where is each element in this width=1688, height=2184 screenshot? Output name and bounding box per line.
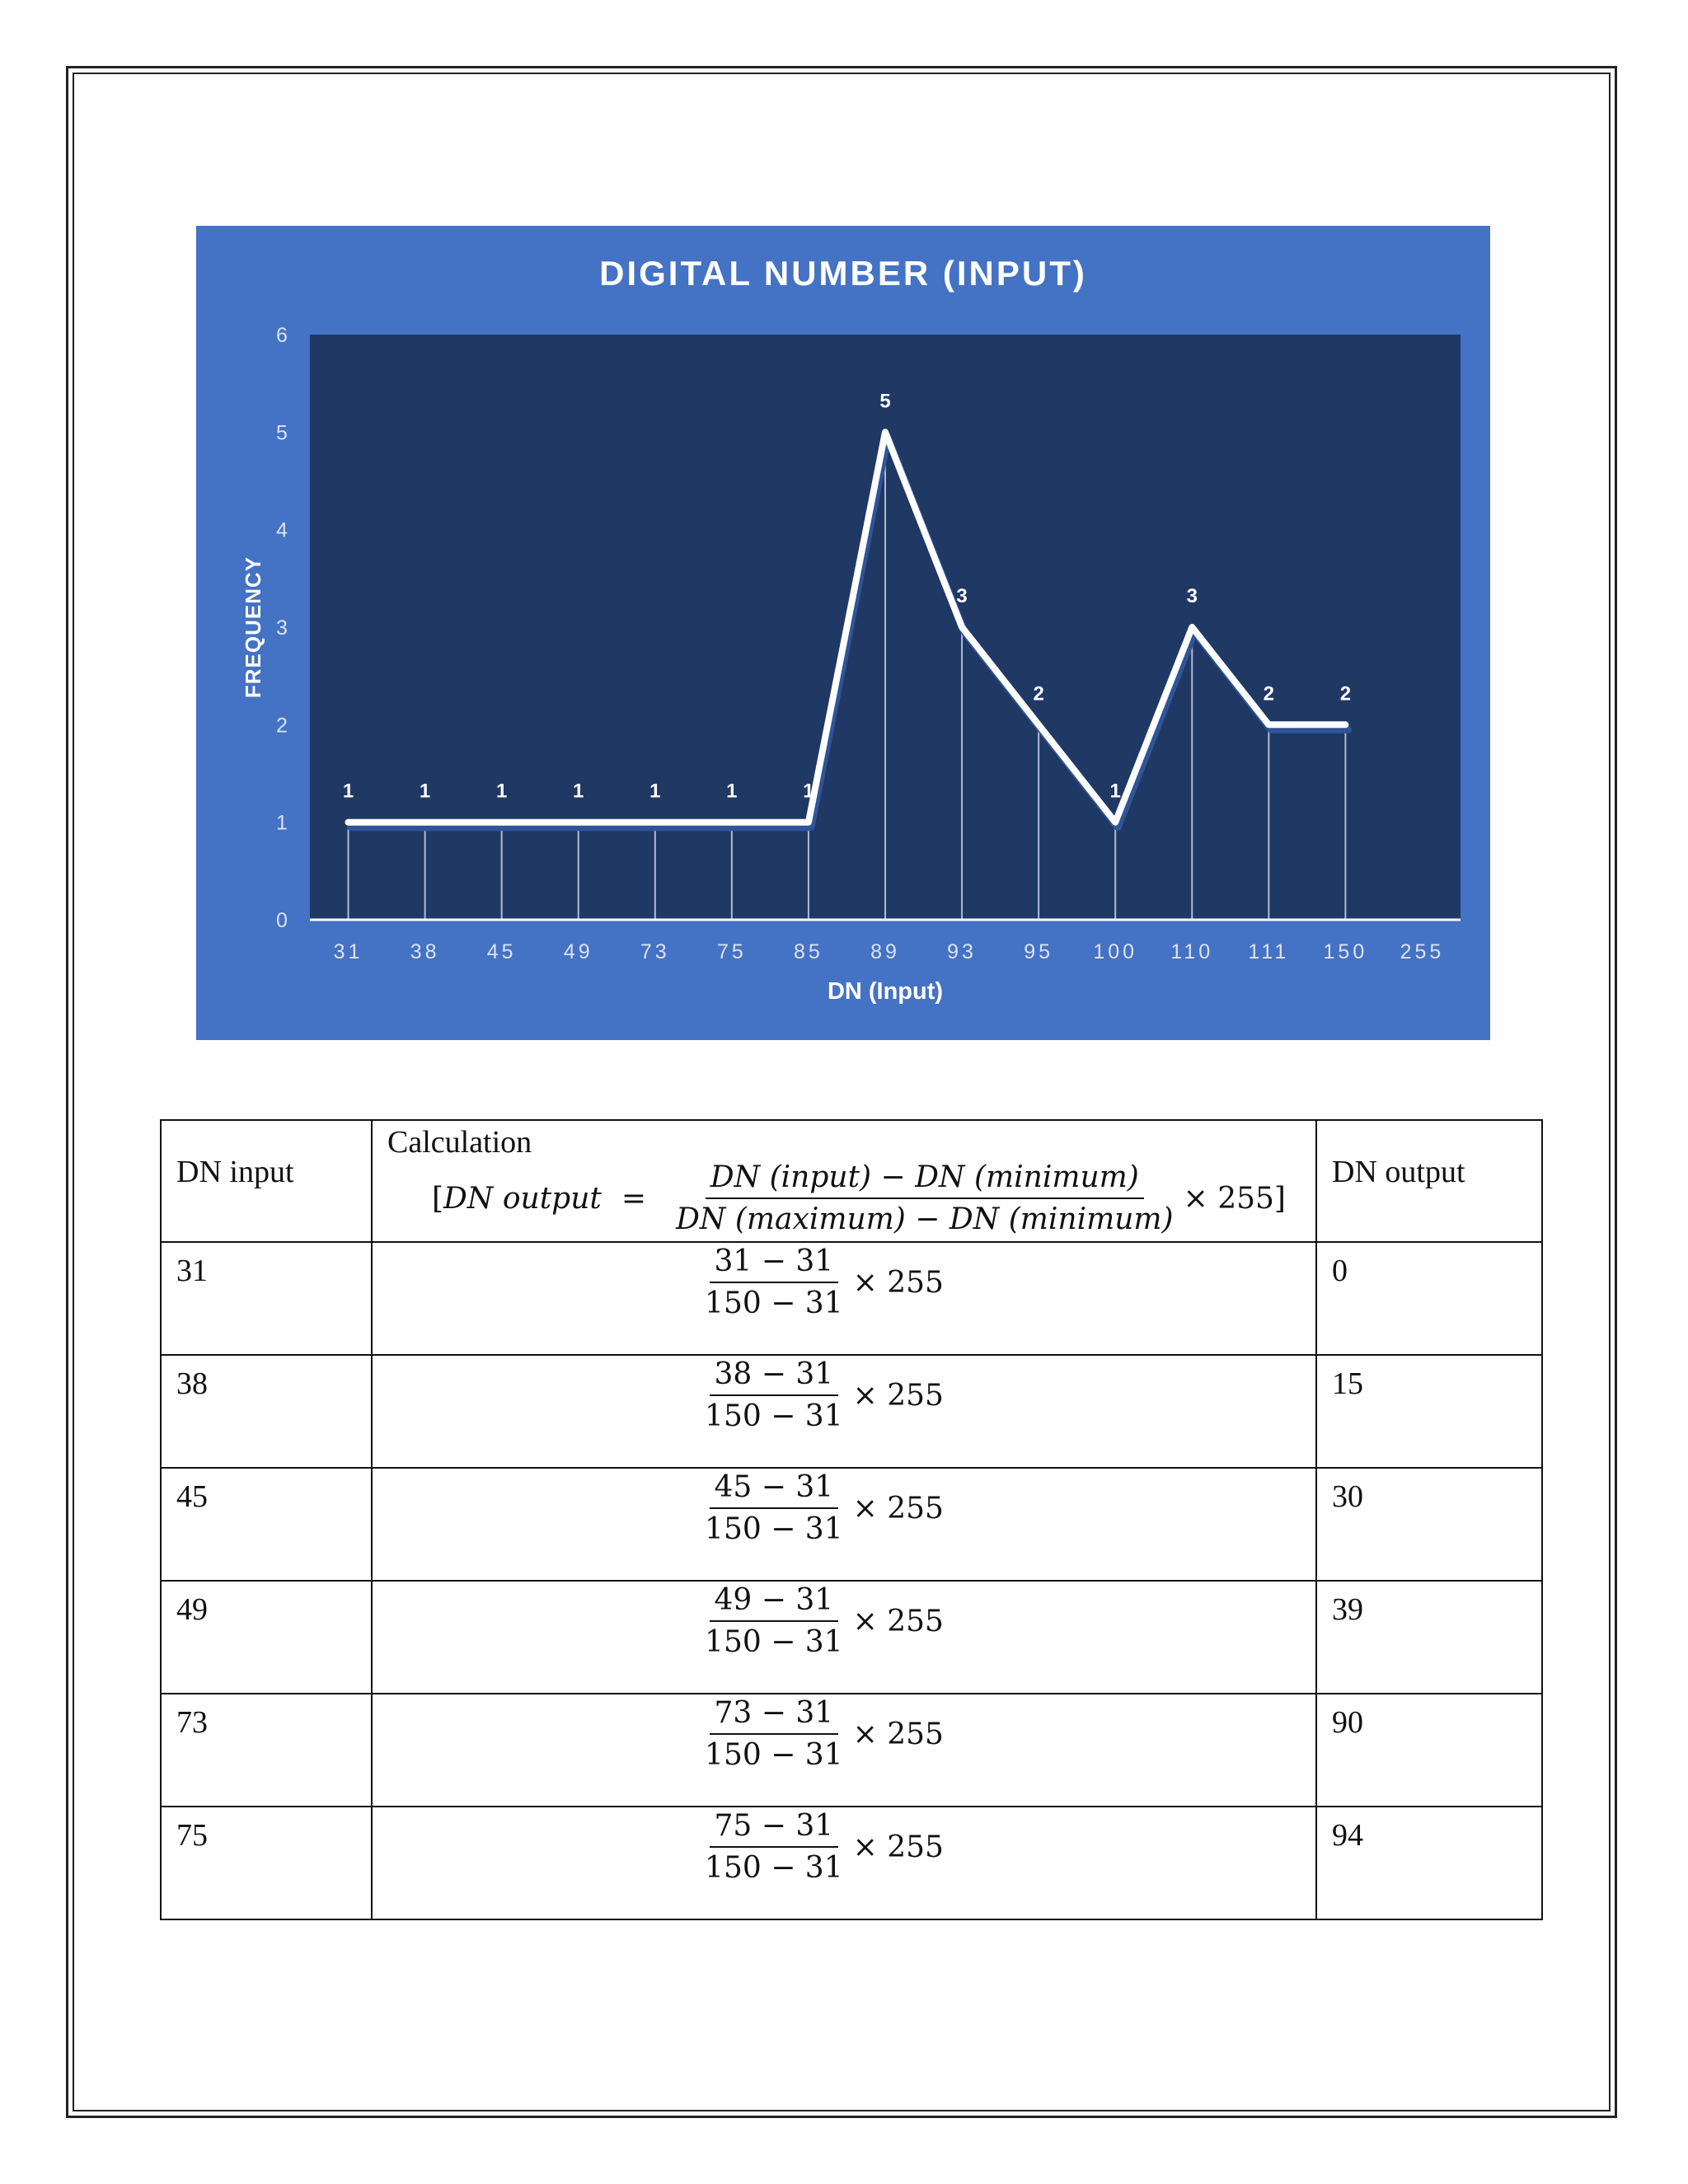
chart-svg — [196, 226, 1490, 1040]
data-label: 5 — [879, 390, 891, 413]
y-tick-label: 6 — [276, 324, 288, 347]
dn-output-value: 30 — [1332, 1479, 1363, 1514]
dn-output-value: 15 — [1332, 1366, 1363, 1401]
y-tick-label: 1 — [276, 811, 288, 835]
row-formula — [323, 1470, 1315, 1546]
row-times: × 255 — [852, 1265, 944, 1300]
dn-input-value: 49 — [176, 1592, 208, 1627]
dn-output-value: 94 — [1332, 1818, 1363, 1853]
dn-input-value: 45 — [176, 1479, 208, 1514]
formula-lhs: DN output — [443, 1181, 602, 1216]
x-axis-label: DN (Input) — [827, 978, 944, 1005]
dn-input-value: 75 — [176, 1818, 208, 1853]
row-numerator: 38 − 31 — [710, 1357, 839, 1396]
row-numerator: 73 − 31 — [710, 1696, 839, 1735]
formula-times: × 255] — [1183, 1181, 1286, 1216]
y-axis-label: FREQUENCY — [241, 555, 265, 699]
data-label: 1 — [573, 780, 584, 803]
row-formula — [323, 1696, 1315, 1772]
header-dn-output — [1316, 1120, 1542, 1242]
row-fraction — [700, 1470, 848, 1546]
chart-title: DIGITAL NUMBER (INPUT) — [599, 254, 1087, 293]
dn-output-value: 0 — [1332, 1254, 1348, 1288]
data-label: 1 — [495, 780, 508, 803]
table-row — [161, 1694, 1542, 1807]
table-row — [161, 1355, 1542, 1468]
header-formula — [432, 1160, 1286, 1236]
x-tick-label: 89 — [870, 940, 900, 963]
data-label: 3 — [956, 585, 968, 607]
row-denominator: 150 − 31 — [705, 1512, 843, 1546]
cell-dn-output — [1316, 1355, 1542, 1468]
header-dn-input-text: DN input — [176, 1155, 294, 1189]
x-tick-label: 85 — [794, 940, 823, 963]
x-tick-label: 73 — [640, 940, 670, 963]
row-fraction — [700, 1809, 848, 1885]
cell-calculation — [372, 1807, 1316, 1919]
cell-calculation — [372, 1694, 1316, 1807]
dn-input-value: 73 — [176, 1705, 208, 1740]
x-tick-label: 110 — [1170, 940, 1214, 963]
cell-dn-output — [1316, 1807, 1542, 1919]
x-tick-label: 45 — [486, 940, 517, 963]
row-formula — [323, 1809, 1315, 1885]
row-denominator: 150 − 31 — [705, 1851, 843, 1885]
row-numerator: 45 − 31 — [710, 1470, 839, 1509]
x-tick-label: 75 — [716, 940, 747, 963]
row-numerator: 31 − 31 — [710, 1244, 839, 1283]
table-row — [161, 1468, 1542, 1581]
frequency-chart — [196, 226, 1490, 1040]
header-dn-output-text: DN output — [1332, 1155, 1465, 1189]
cell-dn-output — [1316, 1581, 1542, 1694]
formula-open-bracket: [ — [432, 1181, 444, 1216]
x-tick-label: 49 — [563, 940, 593, 963]
data-label: 1 — [419, 780, 431, 803]
row-denominator: 150 − 31 — [705, 1286, 843, 1320]
table-row — [161, 1242, 1542, 1355]
y-tick-label: 4 — [276, 518, 288, 542]
cell-calculation — [372, 1468, 1316, 1581]
y-tick-label: 0 — [276, 909, 288, 932]
data-label: 1 — [342, 780, 354, 803]
row-fraction — [700, 1244, 848, 1320]
formula-fraction — [671, 1160, 1179, 1236]
x-tick-label: 150 — [1323, 940, 1368, 963]
data-label: 1 — [726, 780, 738, 803]
row-fraction — [700, 1357, 848, 1433]
row-times: × 255 — [852, 1830, 944, 1864]
dn-input-value: 31 — [176, 1254, 208, 1288]
formula-equals: = — [621, 1181, 647, 1216]
data-label: 2 — [1339, 682, 1352, 705]
formula-denominator: DN (maximum) − DN (minimum) — [676, 1202, 1174, 1236]
data-label: 1 — [649, 780, 661, 803]
y-tick-label: 3 — [276, 616, 288, 640]
data-label: 3 — [1186, 585, 1198, 607]
x-tick-label: 31 — [333, 940, 363, 963]
x-tick-label: 111 — [1248, 940, 1290, 963]
row-formula — [323, 1244, 1315, 1320]
row-formula — [323, 1357, 1315, 1433]
x-tick-label: 38 — [410, 940, 440, 963]
row-denominator: 150 − 31 — [705, 1738, 843, 1772]
cell-calculation — [372, 1242, 1316, 1355]
row-numerator: 75 − 31 — [710, 1809, 839, 1848]
cell-dn-output — [1316, 1694, 1542, 1807]
x-tick-label: 255 — [1400, 940, 1445, 963]
header-calculation-text: Calculation — [387, 1125, 532, 1160]
header-calculation — [372, 1120, 1316, 1242]
table-row — [161, 1807, 1542, 1919]
dn-output-value: 39 — [1332, 1592, 1363, 1627]
data-label: 1 — [1109, 780, 1121, 803]
row-formula — [323, 1583, 1315, 1659]
row-fraction — [700, 1583, 848, 1659]
cell-calculation — [372, 1581, 1316, 1694]
cell-dn-output — [1316, 1468, 1542, 1581]
row-times: × 255 — [852, 1491, 944, 1526]
dn-conversion-table — [160, 1119, 1543, 1920]
x-tick-label: 100 — [1093, 940, 1138, 963]
cell-dn-output — [1316, 1242, 1542, 1355]
formula-numerator: DN (input) − DN (minimum) — [706, 1160, 1144, 1199]
header-dn-input — [161, 1120, 372, 1242]
cell-calculation — [372, 1355, 1316, 1468]
table-header-row — [161, 1120, 1542, 1242]
data-label: 2 — [1033, 682, 1044, 705]
row-times: × 255 — [852, 1604, 944, 1638]
data-label: 1 — [803, 780, 814, 803]
y-tick-label: 5 — [276, 421, 288, 445]
table-row — [161, 1581, 1542, 1694]
row-numerator: 49 − 31 — [710, 1583, 839, 1622]
data-label: 2 — [1263, 682, 1275, 705]
x-tick-label: 93 — [947, 940, 977, 963]
row-times: × 255 — [852, 1717, 944, 1751]
row-fraction — [700, 1696, 848, 1772]
dn-input-value: 38 — [176, 1366, 208, 1401]
y-tick-label: 2 — [276, 714, 288, 738]
row-times: × 255 — [852, 1378, 944, 1413]
x-tick-label: 95 — [1024, 940, 1054, 963]
dn-output-value: 90 — [1332, 1705, 1363, 1740]
row-denominator: 150 − 31 — [705, 1399, 843, 1433]
row-denominator: 150 − 31 — [705, 1625, 843, 1659]
